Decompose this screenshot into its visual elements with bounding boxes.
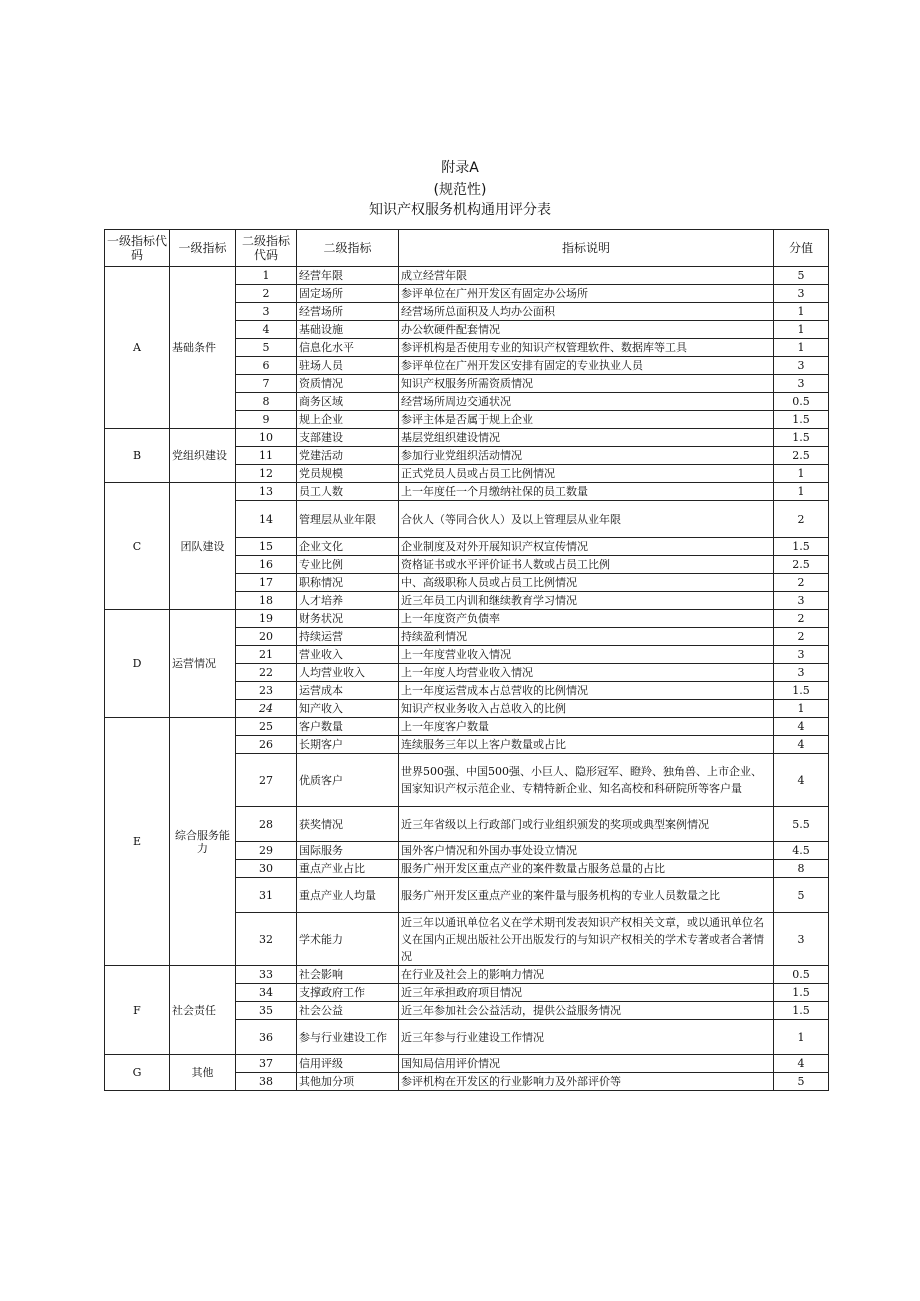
group-name-cell: 综合服务能力 xyxy=(170,718,236,966)
appendix-label: 附录A xyxy=(441,160,479,176)
item-name-cell: 知产收入 xyxy=(297,700,399,718)
item-score-cell: 0.5 xyxy=(774,393,829,411)
item-no-cell: 7 xyxy=(236,375,297,393)
item-desc-cell: 连续服务三年以上客户数量或占比 xyxy=(399,736,774,754)
item-score-cell: 2 xyxy=(774,628,829,646)
item-no-cell: 1 xyxy=(236,267,297,285)
item-no-cell: 35 xyxy=(236,1002,297,1020)
item-desc-cell: 近三年员工内训和继续教育学习情况 xyxy=(399,592,774,610)
item-desc-cell: 参加行业党组织活动情况 xyxy=(399,447,774,465)
item-desc-cell: 合伙人（等同合伙人）及以上管理层从业年限 xyxy=(399,501,774,538)
item-desc-cell: 成立经营年限 xyxy=(399,267,774,285)
item-no-cell: 34 xyxy=(236,984,297,1002)
item-no-cell: 14 xyxy=(236,501,297,538)
item-score-cell: 1.5 xyxy=(774,429,829,447)
group-code-cell: A xyxy=(105,267,170,429)
group-name-cell: 社会责任 xyxy=(170,966,236,1055)
group-name-cell: 其他 xyxy=(170,1055,236,1091)
item-score-cell: 2.5 xyxy=(774,447,829,465)
item-name-cell: 管理层从业年限 xyxy=(297,501,399,538)
item-name-cell: 职称情况 xyxy=(297,574,399,592)
item-name-cell: 运营成本 xyxy=(297,682,399,700)
item-desc-cell: 国知局信用评价情况 xyxy=(399,1055,774,1073)
item-name-cell: 基础设施 xyxy=(297,321,399,339)
item-score-cell: 1.5 xyxy=(774,411,829,429)
header-score: 分值 xyxy=(774,230,829,267)
item-name-cell: 社会公益 xyxy=(297,1002,399,1020)
item-no-cell: 9 xyxy=(236,411,297,429)
item-no-cell: 38 xyxy=(236,1073,297,1091)
item-desc-cell: 资格证书或水平评价证书人数或占员工比例 xyxy=(399,556,774,574)
item-name-cell: 支部建设 xyxy=(297,429,399,447)
item-name-cell: 经营年限 xyxy=(297,267,399,285)
item-name-cell: 国际服务 xyxy=(297,842,399,860)
item-name-cell: 信息化水平 xyxy=(297,339,399,357)
item-name-cell: 党建活动 xyxy=(297,447,399,465)
item-no-cell: 13 xyxy=(236,483,297,501)
item-desc-cell: 上一年度任一个月缴纳社保的员工数量 xyxy=(399,483,774,501)
item-score-cell: 1 xyxy=(774,465,829,483)
item-no-cell: 17 xyxy=(236,574,297,592)
item-desc-cell: 近三年以通讯单位名义在学术期刊发表知识产权相关文章，或以通讯单位名义在国内正规出版社公开出版发行的与知识产权相关的学术专著或者合著情况 xyxy=(399,913,774,966)
item-name-cell: 学术能力 xyxy=(297,913,399,966)
item-desc-cell: 经营场所总面积及人均办公面积 xyxy=(399,303,774,321)
table-row xyxy=(105,718,829,736)
table-title: 知识产权服务机构通用评分表 xyxy=(369,202,551,218)
item-name-cell: 员工人数 xyxy=(297,483,399,501)
item-no-cell: 24 xyxy=(236,700,297,718)
table-row xyxy=(105,966,829,984)
item-score-cell: 1 xyxy=(774,321,829,339)
item-score-cell: 4 xyxy=(774,1055,829,1073)
item-name-cell: 财务状况 xyxy=(297,610,399,628)
item-name-cell: 长期客户 xyxy=(297,736,399,754)
item-no-cell: 21 xyxy=(236,646,297,664)
item-name-cell: 商务区域 xyxy=(297,393,399,411)
item-score-cell: 1 xyxy=(774,700,829,718)
item-desc-cell: 经营场所周边交通状况 xyxy=(399,393,774,411)
header-level2-code: 二级指标代码 xyxy=(236,230,297,267)
appendix-nature: (规范性) xyxy=(433,182,487,198)
item-score-cell: 0.5 xyxy=(774,966,829,984)
item-score-cell: 5 xyxy=(774,1073,829,1091)
item-desc-cell: 参评机构在开发区的行业影响力及外部评价等 xyxy=(399,1073,774,1091)
item-desc-cell: 服务广州开发区重点产业的案件量与服务机构的专业人员数量之比 xyxy=(399,878,774,913)
item-score-cell: 3 xyxy=(774,357,829,375)
item-name-cell: 社会影响 xyxy=(297,966,399,984)
item-score-cell: 3 xyxy=(774,913,829,966)
group-code-cell: G xyxy=(105,1055,170,1091)
item-no-cell: 18 xyxy=(236,592,297,610)
item-no-cell: 32 xyxy=(236,913,297,966)
item-score-cell: 3 xyxy=(774,375,829,393)
item-desc-cell: 知识产权服务所需资质情况 xyxy=(399,375,774,393)
table-row xyxy=(105,267,829,285)
item-desc-cell: 近三年省级以上行政部门或行业组织颁发的奖项或典型案例情况 xyxy=(399,807,774,842)
item-score-cell: 1.5 xyxy=(774,682,829,700)
item-no-cell: 2 xyxy=(236,285,297,303)
item-desc-cell: 持续盈利情况 xyxy=(399,628,774,646)
item-name-cell: 人才培养 xyxy=(297,592,399,610)
item-no-cell: 4 xyxy=(236,321,297,339)
group-name-cell: 基础条件 xyxy=(170,267,236,429)
item-desc-cell: 上一年度营业收入情况 xyxy=(399,646,774,664)
item-no-cell: 6 xyxy=(236,357,297,375)
item-score-cell: 1 xyxy=(774,303,829,321)
item-no-cell: 25 xyxy=(236,718,297,736)
item-score-cell: 5 xyxy=(774,267,829,285)
item-score-cell: 1.5 xyxy=(774,1002,829,1020)
item-no-cell: 12 xyxy=(236,465,297,483)
item-name-cell: 经营场所 xyxy=(297,303,399,321)
group-name-cell: 运营情况 xyxy=(170,610,236,718)
item-no-cell: 23 xyxy=(236,682,297,700)
scoring-table xyxy=(104,229,829,1091)
item-no-cell: 3 xyxy=(236,303,297,321)
item-no-cell: 22 xyxy=(236,664,297,682)
item-score-cell: 2 xyxy=(774,501,829,538)
item-desc-cell: 参评主体是否属于规上企业 xyxy=(399,411,774,429)
item-desc-cell: 企业制度及对外开展知识产权宣传情况 xyxy=(399,538,774,556)
item-score-cell: 1 xyxy=(774,339,829,357)
item-score-cell: 4 xyxy=(774,754,829,807)
item-no-cell: 8 xyxy=(236,393,297,411)
item-score-cell: 2 xyxy=(774,610,829,628)
item-no-cell: 33 xyxy=(236,966,297,984)
item-desc-cell: 上一年度资产负债率 xyxy=(399,610,774,628)
item-score-cell: 4 xyxy=(774,736,829,754)
item-name-cell: 驻场人员 xyxy=(297,357,399,375)
item-name-cell: 固定场所 xyxy=(297,285,399,303)
item-desc-cell: 服务广州开发区重点产业的案件数量占服务总量的占比 xyxy=(399,860,774,878)
item-name-cell: 支撑政府工作 xyxy=(297,984,399,1002)
item-score-cell: 5 xyxy=(774,878,829,913)
item-desc-cell: 上一年度运营成本占总营收的比例情况 xyxy=(399,682,774,700)
item-desc-cell: 上一年度人均营业收入情况 xyxy=(399,664,774,682)
item-desc-cell: 在行业及社会上的影响力情况 xyxy=(399,966,774,984)
group-code-cell: D xyxy=(105,610,170,718)
item-desc-cell: 中、高级职称人员或占员工比例情况 xyxy=(399,574,774,592)
item-no-cell: 19 xyxy=(236,610,297,628)
item-desc-cell: 上一年度客户数量 xyxy=(399,718,774,736)
item-no-cell: 26 xyxy=(236,736,297,754)
item-desc-cell: 近三年参与行业建设工作情况 xyxy=(399,1020,774,1055)
table-row xyxy=(105,483,829,501)
item-score-cell: 5.5 xyxy=(774,807,829,842)
table-row xyxy=(105,610,829,628)
group-code-cell: E xyxy=(105,718,170,966)
item-name-cell: 企业文化 xyxy=(297,538,399,556)
item-no-cell: 30 xyxy=(236,860,297,878)
item-desc-cell: 世界500强、中国500强、小巨人、隐形冠军、瞪羚、独角兽、上市企业、国家知识产权示范企业、专精特新企业、知名高校和科研院所等客户量 xyxy=(399,754,774,807)
item-desc-cell: 知识产权业务收入占总收入的比例 xyxy=(399,700,774,718)
item-desc-cell: 基层党组织建设情况 xyxy=(399,429,774,447)
item-score-cell: 8 xyxy=(774,860,829,878)
item-no-cell: 11 xyxy=(236,447,297,465)
item-name-cell: 信用评级 xyxy=(297,1055,399,1073)
item-name-cell: 资质情况 xyxy=(297,375,399,393)
item-score-cell: 1.5 xyxy=(774,538,829,556)
group-code-cell: C xyxy=(105,483,170,610)
item-no-cell: 16 xyxy=(236,556,297,574)
item-name-cell: 重点产业占比 xyxy=(297,860,399,878)
item-score-cell: 1 xyxy=(774,1020,829,1055)
item-score-cell: 1.5 xyxy=(774,984,829,1002)
item-no-cell: 10 xyxy=(236,429,297,447)
item-name-cell: 营业收入 xyxy=(297,646,399,664)
item-score-cell: 3 xyxy=(774,646,829,664)
item-no-cell: 5 xyxy=(236,339,297,357)
item-name-cell: 持续运营 xyxy=(297,628,399,646)
group-code-cell: F xyxy=(105,966,170,1055)
item-desc-cell: 办公软硬件配套情况 xyxy=(399,321,774,339)
item-score-cell: 4 xyxy=(774,718,829,736)
item-name-cell: 客户数量 xyxy=(297,718,399,736)
header-level2-name: 二级指标 xyxy=(297,230,399,267)
item-name-cell: 优质客户 xyxy=(297,754,399,807)
item-score-cell: 4.5 xyxy=(774,842,829,860)
item-name-cell: 其他加分项 xyxy=(297,1073,399,1091)
item-no-cell: 27 xyxy=(236,754,297,807)
item-name-cell: 人均营业收入 xyxy=(297,664,399,682)
group-name-cell: 团队建设 xyxy=(170,483,236,610)
item-no-cell: 29 xyxy=(236,842,297,860)
header-level1-name: 一级指标 xyxy=(170,230,236,267)
item-no-cell: 15 xyxy=(236,538,297,556)
item-name-cell: 规上企业 xyxy=(297,411,399,429)
item-desc-cell: 国外客户情况和外国办事处设立情况 xyxy=(399,842,774,860)
item-desc-cell: 近三年承担政府项目情况 xyxy=(399,984,774,1002)
item-no-cell: 20 xyxy=(236,628,297,646)
item-no-cell: 36 xyxy=(236,1020,297,1055)
table-header-row xyxy=(105,230,829,267)
item-desc-cell: 参评单位在广州开发区有固定办公场所 xyxy=(399,285,774,303)
item-score-cell: 2.5 xyxy=(774,556,829,574)
item-name-cell: 参与行业建设工作 xyxy=(297,1020,399,1055)
item-score-cell: 3 xyxy=(774,664,829,682)
header-description: 指标说明 xyxy=(399,230,774,267)
item-name-cell: 获奖情况 xyxy=(297,807,399,842)
item-desc-cell: 正式党员人员或占员工比例情况 xyxy=(399,465,774,483)
item-desc-cell: 参评机构是否使用专业的知识产权管理软件、数据库等工具 xyxy=(399,339,774,357)
item-no-cell: 37 xyxy=(236,1055,297,1073)
table-row xyxy=(105,1055,829,1073)
item-score-cell: 2 xyxy=(774,574,829,592)
item-no-cell: 28 xyxy=(236,807,297,842)
item-no-cell: 31 xyxy=(236,878,297,913)
header-level1-code: 一级指标代码 xyxy=(105,230,170,267)
item-score-cell: 3 xyxy=(774,285,829,303)
item-name-cell: 专业比例 xyxy=(297,556,399,574)
item-score-cell: 3 xyxy=(774,592,829,610)
item-desc-cell: 参评单位在广州开发区安排有固定的专业执业人员 xyxy=(399,357,774,375)
item-name-cell: 重点产业人均量 xyxy=(297,878,399,913)
item-desc-cell: 近三年参加社会公益活动，提供公益服务情况 xyxy=(399,1002,774,1020)
group-name-cell: 党组织建设 xyxy=(170,429,236,483)
item-name-cell: 党员规模 xyxy=(297,465,399,483)
table-row xyxy=(105,429,829,447)
item-score-cell: 1 xyxy=(774,483,829,501)
group-code-cell: B xyxy=(105,429,170,483)
